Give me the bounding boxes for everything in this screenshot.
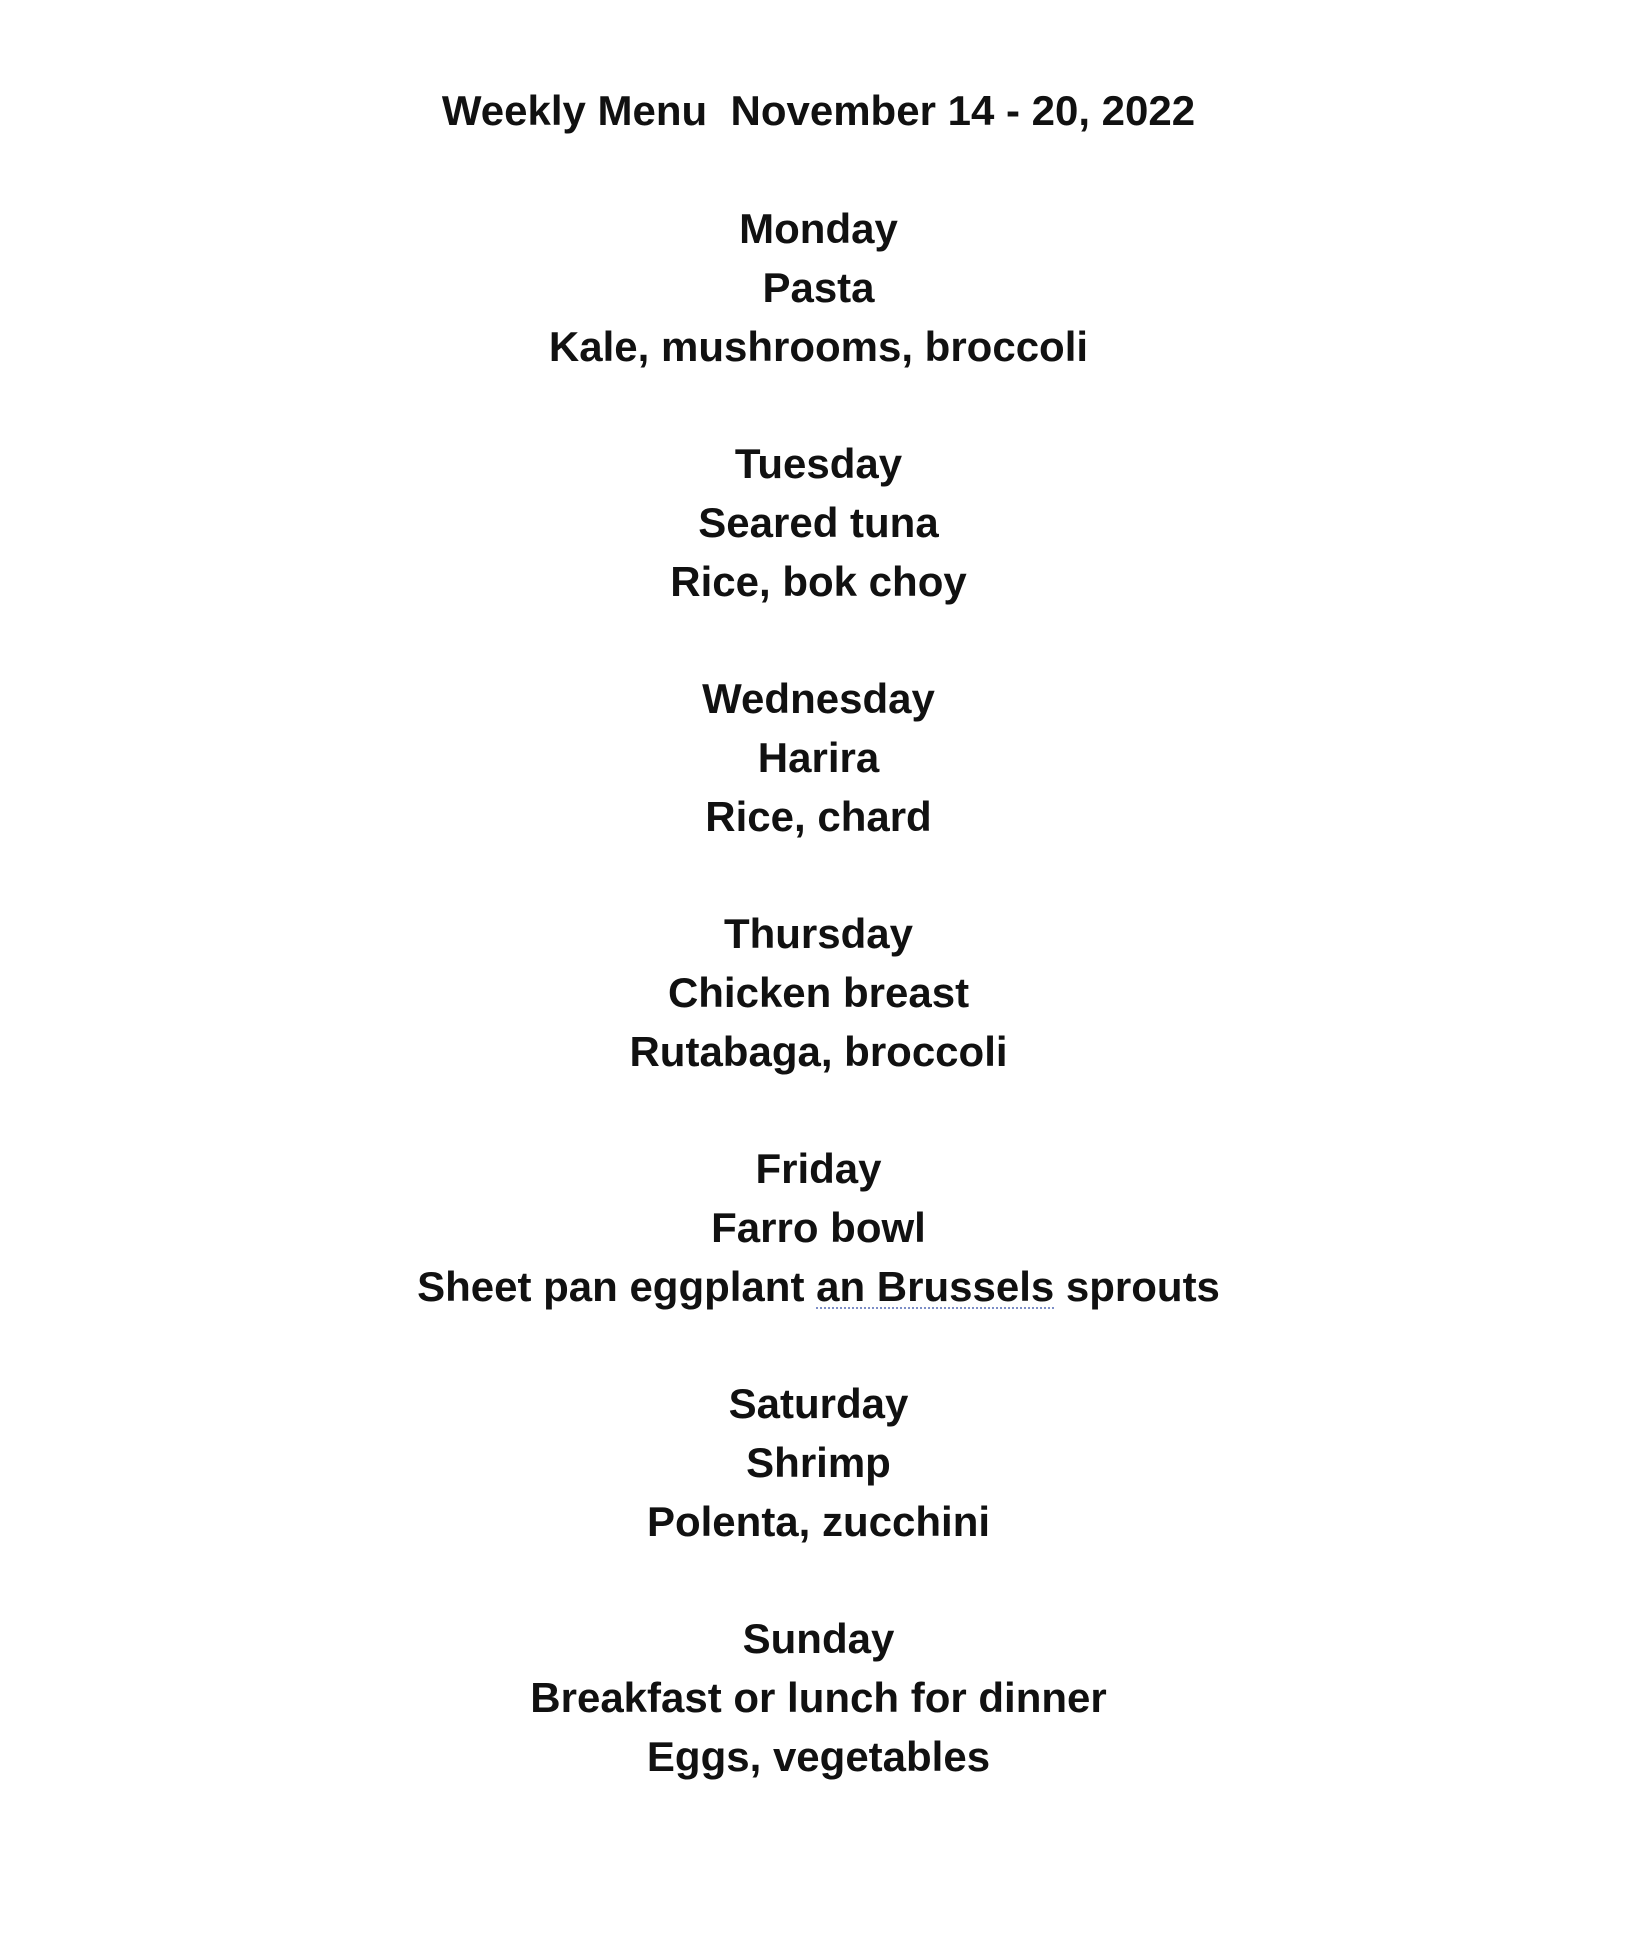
main-dish: Farro bowl — [711, 1204, 926, 1251]
main-dish: Harira — [757, 734, 880, 781]
main-dish: Chicken breast — [667, 969, 970, 1016]
side-dishes-start: Sheet pan eggplant — [417, 1263, 817, 1310]
side-dishes: Polenta, zucchini — [646, 1498, 991, 1545]
menu-title: Weekly Menu November 14 - 20, 2022 — [441, 87, 1196, 134]
day-name: Monday — [739, 205, 898, 252]
side-dishes: Eggs, vegetables — [646, 1733, 991, 1780]
side-dishes-end: sprouts — [1054, 1263, 1220, 1310]
day-name: Saturday — [728, 1380, 909, 1427]
side-dishes — [0, 1257, 1637, 1316]
day-tuesday — [0, 434, 1637, 611]
day-friday — [0, 1139, 1637, 1316]
side-dishes: Rutabaga, broccoli — [629, 1028, 1008, 1075]
side-dishes: Rice, bok choy — [670, 558, 967, 605]
main-dish: Pasta — [762, 264, 875, 311]
day-name: Wednesday — [702, 675, 935, 722]
day-thursday — [0, 904, 1637, 1081]
day-monday — [0, 199, 1637, 376]
day-sunday — [0, 1609, 1637, 1786]
main-dish: Breakfast or lunch for dinner — [530, 1674, 1107, 1721]
day-wednesday — [0, 669, 1637, 846]
day-name: Tuesday — [734, 440, 903, 487]
main-dish: Seared tuna — [698, 499, 939, 546]
day-name: Friday — [755, 1145, 882, 1192]
side-dishes: Rice, chard — [705, 793, 932, 840]
day-name: Thursday — [723, 910, 914, 957]
main-dish: Shrimp — [746, 1439, 891, 1486]
day-saturday — [0, 1374, 1637, 1551]
spellcheck-flagged-text[interactable]: an Brussels — [816, 1263, 1055, 1310]
day-name: Sunday — [742, 1615, 895, 1662]
side-dishes: Kale, mushrooms, broccoli — [548, 323, 1089, 370]
